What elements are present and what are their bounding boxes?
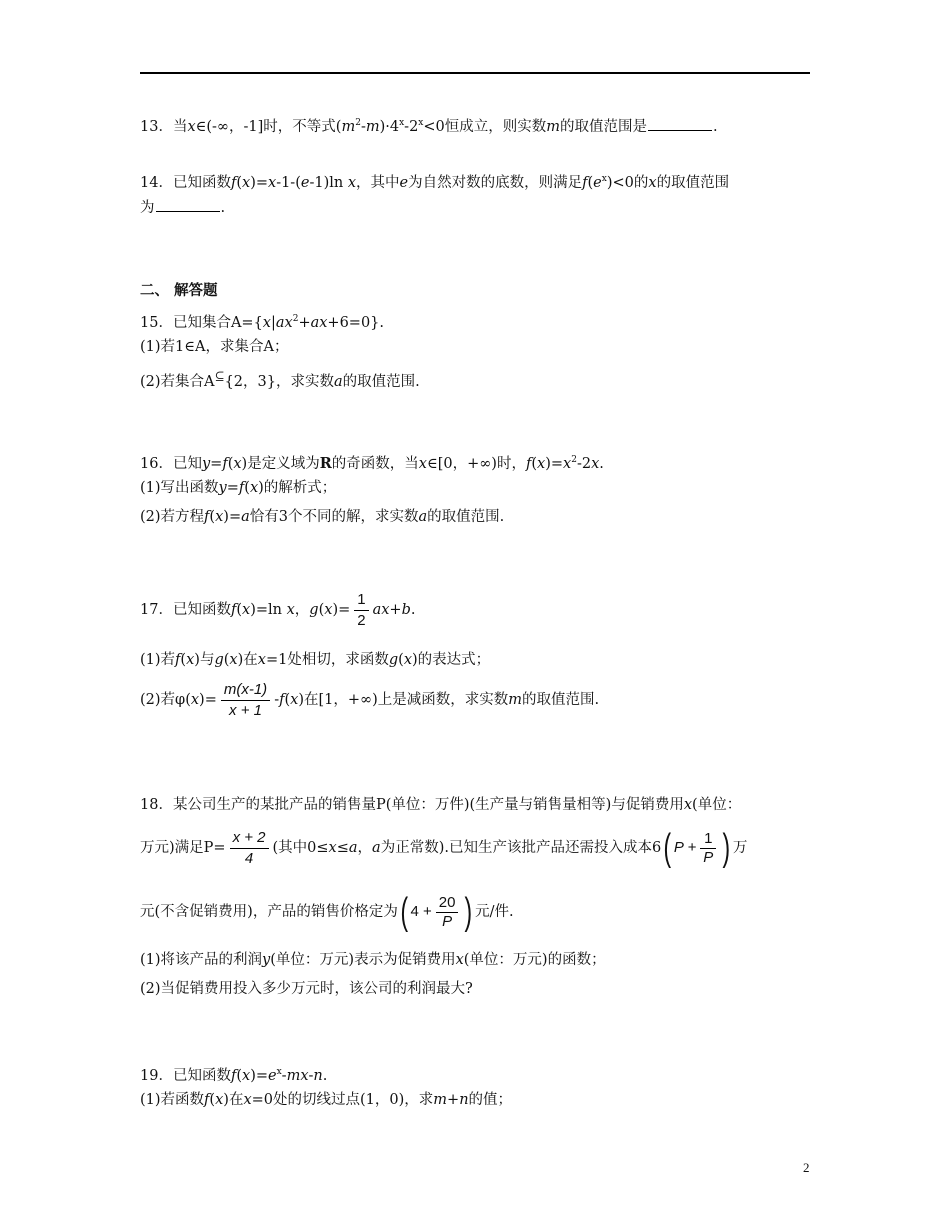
- question-14-line-2: 为 .: [140, 197, 225, 218]
- question-18-line-3: 元(不含促销费用)，产品的销售价格定为 ( 4 + $\frac{20}{P}$ ) 元/件.: [140, 888, 514, 936]
- question-17-part-1: (1)若f(x)与g(x)在x=1处相切，求函数g(x)的表达式；: [140, 652, 491, 668]
- question-16-part-2: (2)若方程f(x)=a恰有3个不同的解，求实数a的取值范围.: [140, 509, 505, 525]
- bracket-p-plus-1-over-p: ( P + $\frac{1}{P}$ ): [663, 827, 731, 869]
- question-15-part-1: (1)若1∈A，求集合A；: [140, 339, 289, 355]
- question-18-part-2: (2)当促销费用投入多少万元时，该公司的利润最大?: [140, 981, 473, 997]
- fraction-x-plus-2-over-4: $\frac{x + 2}{4}$: [230, 829, 269, 868]
- question-18-part-1: (1)将该产品的利润y(单位：万元)表示为促销费用x(单位：万元)的函数；: [140, 952, 606, 968]
- answer-blank[interactable]: [156, 197, 220, 212]
- question-19: 19．已知函数$f(x)=e^x-mx-n$.: [140, 1067, 328, 1084]
- question-17: 17．已知函数f(x)=ln x，g(x)= $\frac{1}{2}$ ax+b.: [140, 590, 416, 629]
- fraction-one-half: $\frac{1}{2}$: [354, 591, 368, 630]
- question-15: 15．已知集合$A=\{x|ax^2+ax+6=0\}$.: [140, 314, 385, 331]
- question-16: 16．已知y=f(x)是定义域为R的奇函数，当x∈[0，+∞)时，$f(x)=x^2-2x$.: [140, 454, 604, 472]
- fraction-m-over-x-plus-1: $\frac{m(x-1)}{x + 1}$: [221, 681, 270, 720]
- answer-blank[interactable]: [648, 116, 712, 131]
- question-17-part-2: (2)若φ(x)= $\frac{m(x-1)}{x + 1}$ -f(x)在[1，+∞)上是减函数，求实数m的取值范围.: [140, 680, 600, 719]
- question-15-part-2: (2)若集合A⊆{2，3}，求实数a的取值范围.: [140, 369, 420, 390]
- question-18: 18．某公司生产的某批产品的销售量P(单位：万件)(生产量与销售量相等)与促销费用x(单位：: [140, 797, 742, 813]
- section-heading: 二、 解答题: [140, 282, 218, 299]
- question-16-part-1: (1)写出函数y=f(x)的解析式；: [140, 480, 337, 496]
- question-19-part-1: (1)若函数f(x)在x=0处的切线过点(1，0)，求m+n的值；: [140, 1092, 513, 1108]
- bracket-4-plus-20-over-p: ( 4 + $\frac{20}{P}$ ): [400, 891, 473, 933]
- page-number: 2: [803, 1160, 810, 1175]
- header-rule: [140, 72, 810, 74]
- question-13: 13．当x∈(-∞，-1]时，不等式$(m^2-m)\cdot 4^x-2^x<0$恒成立，则实数m的取值范围是 .: [140, 113, 718, 137]
- question-14: 14．已知函数f(x)=x-1-(e-1)ln x，其中e为自然对数的底数，则满足$f(e^x)<0$的x的取值范围: [140, 174, 730, 191]
- question-18-line-2: 万元)满足P= $\frac{x + 2}{4}$ (其中0≤x≤a，a为正常数).已知生产该批产品还需投入成本6 ( P + $\frac{1}{P}$ ) 万: [140, 827, 748, 869]
